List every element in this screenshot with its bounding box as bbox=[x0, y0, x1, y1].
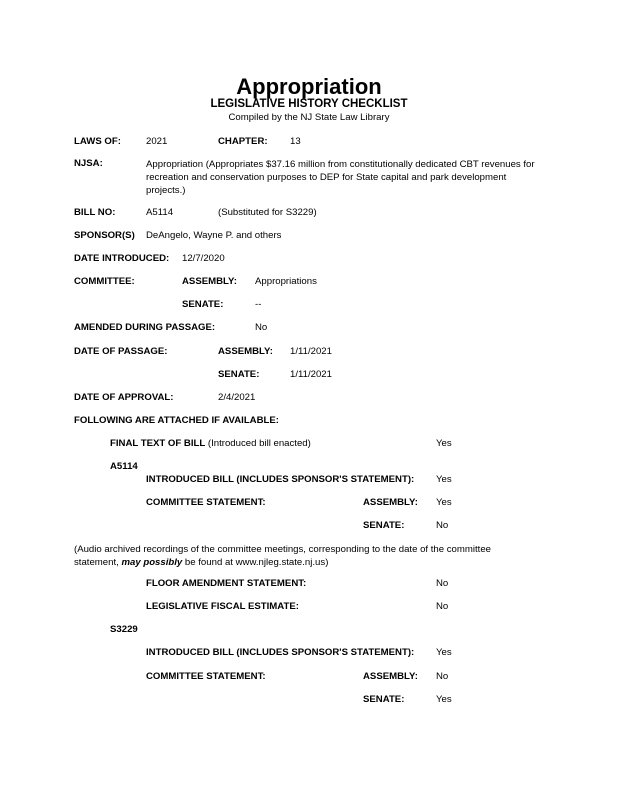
floor-amendment-label: FLOOR AMENDMENT STATEMENT: bbox=[146, 578, 307, 589]
approval-label: DATE OF APPROVAL: bbox=[74, 392, 174, 403]
bill-substituted: (Substituted for S3229) bbox=[218, 207, 317, 218]
floor-amendment-value: No bbox=[436, 578, 449, 589]
final-text-note: (Introduced bill enacted) bbox=[205, 438, 311, 449]
committee-assembly-label: ASSEMBLY: bbox=[182, 276, 237, 287]
committee-label: COMMITTEE: bbox=[74, 276, 135, 287]
s3229-introduced-label: INTRODUCED BILL (INCLUDES SPONSOR'S STATEMENT): bbox=[146, 647, 415, 658]
final-text-label: FINAL TEXT OF BILL bbox=[110, 438, 206, 449]
passage-assembly-value: 1/11/2021 bbox=[290, 346, 332, 357]
njsa-value: Appropriation (Appropriates $37.16 million from constitutionally dedicated CBT revenues for recreation and conservation purposes to DEP for State capital and park development projects.) bbox=[146, 159, 535, 196]
passage-senate-value: 1/11/2021 bbox=[290, 369, 332, 380]
final-text-value: Yes bbox=[436, 438, 452, 449]
s3229-introduced-value: Yes bbox=[436, 647, 452, 658]
date-introduced-value: 12/7/2020 bbox=[182, 253, 225, 264]
a5114-senate-label: SENATE: bbox=[363, 520, 405, 531]
bill-no-value: A5114 bbox=[146, 207, 174, 218]
attached-heading: FOLLOWING ARE ATTACHED IF AVAILABLE: bbox=[74, 415, 279, 426]
chapter-label: CHAPTER: bbox=[218, 136, 268, 147]
laws-of-value: 2021 bbox=[146, 136, 168, 147]
s3229-label: S3229 bbox=[110, 624, 138, 635]
audio-note-text: (Audio archived recordings of the committee meetings, corresponding to the date of the committee statement, bbox=[74, 544, 492, 568]
a5114-committee-label: COMMITTEE STATEMENT: bbox=[146, 497, 266, 508]
njsa-label: NJSA: bbox=[74, 158, 103, 169]
audio-note bbox=[74, 543, 514, 569]
s3229-assembly-label: ASSEMBLY: bbox=[363, 671, 418, 682]
chapter-value: 13 bbox=[290, 136, 301, 147]
amended-value: No bbox=[255, 322, 268, 333]
s3229-senate-label: SENATE: bbox=[363, 694, 405, 705]
s3229-senate-value: Yes bbox=[436, 694, 452, 705]
a5114-assembly-value: Yes bbox=[436, 497, 452, 508]
a5114-introduced-value: Yes bbox=[436, 474, 452, 485]
amended-label: AMENDED DURING PASSAGE: bbox=[74, 322, 216, 333]
fiscal-estimate-label: LEGISLATIVE FISCAL ESTIMATE: bbox=[146, 601, 299, 612]
bill-no-label: BILL NO: bbox=[74, 207, 116, 218]
audio-note-emphasis: may possibly bbox=[121, 557, 183, 568]
sponsor-label: SPONSOR(S) bbox=[74, 230, 135, 241]
a5114-introduced-label: INTRODUCED BILL (INCLUDES SPONSOR'S STATEMENT): bbox=[146, 474, 415, 485]
passage-assembly-label: ASSEMBLY: bbox=[218, 346, 273, 357]
a5114-senate-value: No bbox=[436, 520, 449, 531]
s3229-assembly-value: No bbox=[436, 671, 449, 682]
passage-senate-label: SENATE: bbox=[218, 369, 260, 380]
date-introduced-label: DATE INTRODUCED: bbox=[74, 253, 170, 264]
compiled-by: Compiled by the NJ State Law Library bbox=[228, 112, 390, 123]
laws-of-label: LAWS OF: bbox=[74, 136, 121, 147]
page-subtitle: LEGISLATIVE HISTORY CHECKLIST bbox=[210, 98, 408, 110]
final-text-row bbox=[110, 438, 311, 449]
page-title: Appropriation bbox=[236, 74, 382, 99]
committee-senate-value: -- bbox=[255, 299, 262, 310]
a5114-label: A5114 bbox=[110, 461, 138, 472]
committee-senate-label: SENATE: bbox=[182, 299, 224, 310]
committee-assembly-value: Appropriations bbox=[255, 276, 317, 287]
approval-value: 2/4/2021 bbox=[218, 392, 256, 403]
sponsor-value: DeAngelo, Wayne P. and others bbox=[146, 230, 282, 241]
audio-note-text-after: be found at www.njleg.state.nj.us) bbox=[182, 557, 329, 568]
passage-label: DATE OF PASSAGE: bbox=[74, 346, 168, 357]
s3229-committee-label: COMMITTEE STATEMENT: bbox=[146, 671, 266, 682]
fiscal-estimate-value: No bbox=[436, 601, 449, 612]
a5114-assembly-label: ASSEMBLY: bbox=[363, 497, 418, 508]
